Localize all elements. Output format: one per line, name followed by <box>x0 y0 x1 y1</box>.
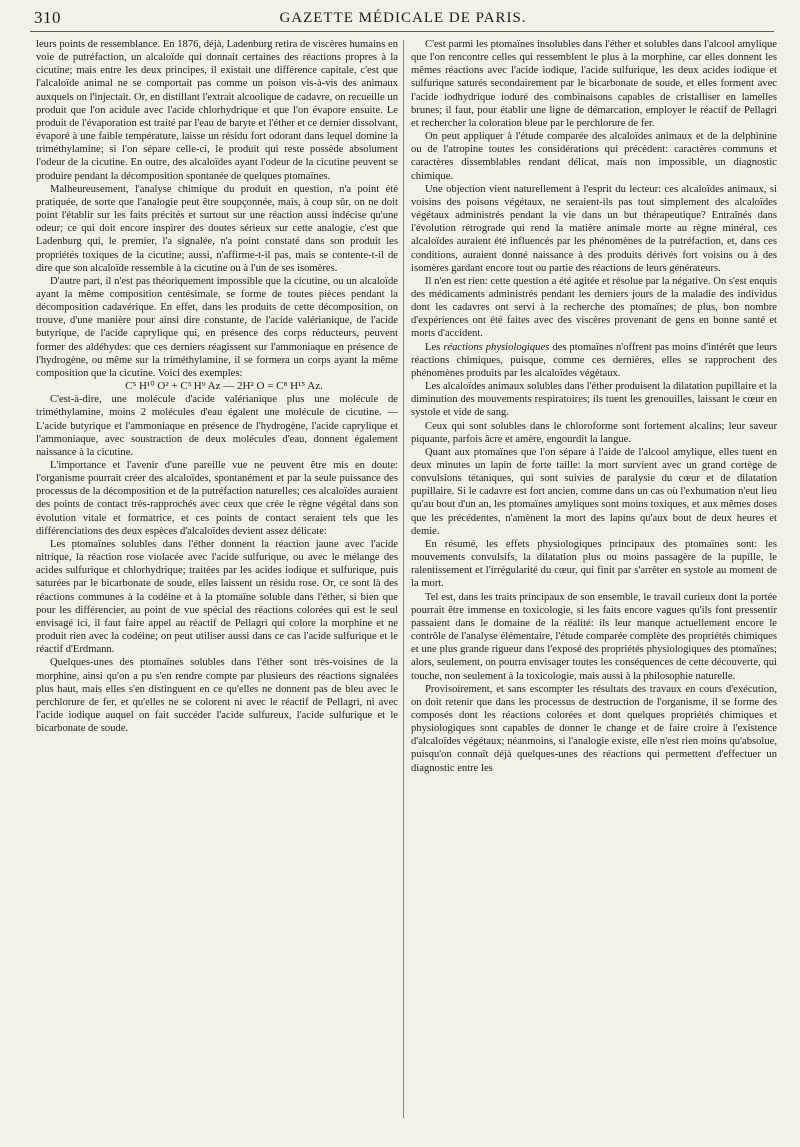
chemical-formula: C⁵ H¹⁰ O² + C³ H⁹ Az — 2H² O = C⁸ H¹⁵ Az. <box>125 380 323 393</box>
paragraph: C'est parmi les ptomaïnes insolubles dans l'éther et solubles dans l'alcool amylique que l'on rencontre celles qui ressemblent le plus à la morphine, car elles donnent les mêmes réactions avec l'acide iodique, l'acide sulfurique, les deux acides iodique et sulfurique saturés secondairement par le bicarbonate de soude, et elles forment avec l'acide iodhydrique ioduré des combinaisons capables de cristalliser en lamelles brunes; il faut, pour établir une ligne de démarcation, employer le réactif de Pellagri et rechercher la coloration bleue par le perchlorure de fer. <box>411 39 777 129</box>
header-rule <box>30 31 774 32</box>
paragraph: L'importance et l'avenir d'une pareille vue ne peuvent être mis en doute: l'organisme pourrait créer des alcaloïdes, spontanément et par la seule puissance des processus de la décomposition et de la putréfaction naturelles; ces alcaloïdes auraient des points de contact très-rapprochés avec ceux que crée le règne végétal dans son évolution vitale et formatrice, et ces points de contact seraient tels que les différenciations des deux espèces d'alcaloïdes devient assez délicate: <box>36 460 398 537</box>
paragraph: Quant aux ptomaïnes que l'on sépare à l'aide de l'alcool amylique, elles tuent en deux minutes un lapin de forte taille: la mort survient avec un grand cortège de convulsions tétaniques, qui sont suivies de paralysie du cœur et de dilatation pupillaire. Si le cadavre est fort ancien, comme dans un cas où l'exhumation n'eut lieu qu'au bout d'un an, les ptomaïnes amyliques sont moins toxiques, et aux mêmes doses que les précédentes, n'amènent la mort des lapins qu'aux bout de deux heures et demie. <box>411 446 777 537</box>
paragraph: D'autre part, il n'est pas théoriquement impossible que la cicutine, ou un alcaloïde ayant la même composition centésimale, se forme de toutes pièces pendant la décomposition cadavérique. En effet, dans les produits de cette décomposition, on trouve, d'une manière pour ainsi dire constante, de l'acide valérianique, de l'acide butyrique, de l'acide caprylique qui, en présence des corps réducteurs, peuvent former des aldéhydes: que ces derniers réagissent sur l'ammoniaque en présence de l'hydrogène, ou même sur la triméthylamine, il se formera un corps ayant la même composition que la cicutine. Voici des exemples: <box>36 275 398 379</box>
paragraph: Tel est, dans les traits principaux de son ensemble, le travail curieux dont la portée pourrait être immense en toxicologie, si les faits encore vagues qu'ils font pressentir passaient dans le domaine de la réalité: ils leur manque actuellement encore le contrôle de l'analyse élémentaire, l'étude comparée complète des propriétés chimiques et une plus grande rigueur dans l'exposé des propriétés physiologiques des ptomaïnes; alors, seulement, on pourra envisager toutes les conséquences de cette découverte, qui touche, non seulement à la toxicologie, mais aussi à la philosophie naturelle. <box>411 591 777 682</box>
paragraph: leurs points de ressemblance. En 1876, déjà, Ladenburg retira de viscères humains en voie de putréfaction, un alcaloïde qui donnait certaines des réactions propres à la cicutine; mais entre les deux principes, il existait une différence capitale, c'est que l'alcaloïde animal ne se comportait pas comme un poison vis-à-vis des animaux auxquels on l'injectait. Or, en distillant l'extrait alcoolique de cadavre, on recueille un produit que l'on acidule avec l'acide chlorhydrique et que l'on évapore ensuite. Le produit de l'évaporation est traité par l'eau de baryte et l'éther et ce dernier dissolvant, évaporé à une faible température, laisse un résidu fort odorant dans lequel domine la triméthylamine; si l'on sépare celle-ci, le produit qui reste possède absolument l'odeur de la cicutine. En outre, des alcaloïdes ayant l'odeur de la cicutine peuvent se produire pendant la décomposition spontanée de quelques ptomaïnes. <box>36 39 398 182</box>
paragraph <box>411 341 777 380</box>
paragraph: Malheureusement, l'analyse chimique du produit en question, n'a point été pratiquée, de sorte que l'analogie peut être soupçonnée, mais, à coup sûr, on ne doit point l'établir sur les faits précités et surtout sur une réaction aussi indécise qu'une odeur; ce qui doit encore inspirer des doutes sérieux sur cette analogie, c'est que Ladenburg qui, le premier, l'a signalée, n'a point constaté dans son produit les propriétés toxiques de la cicutine; aussi, n'affirme-t-il pas, mais se contente-t-il de dire que son alcaloïde ressemble à la cicutine ou à l'un de ses isomères. <box>36 183 398 274</box>
paragraph: On peut appliquer à l'étude comparée des alcaloïdes animaux et de la delphinine ou de l'atropine toutes les considérations qui précèdent: caractères communs et caractères dissemblables rendant délicat, mais non impossible, un diagnostic chimique. <box>411 131 777 182</box>
paragraph: Provisoirement, et sans escompter les résultats des travaux en cours d'exécution, on doit retenir que dans les processus de destruction de l'organisme, il se forme des composés dont les réactions colorées et dont quelques propriétés chimiques et physiologiques sont capables de donner le change et de faire croire à l'existence d'alcaloïdes végétaux; néanmoins, si l'analogie existe, elle n'est rien moins qu'absolue, puisqu'on connaît déjà quelques-unes des réactions qui permettent d'effectuer un diagnostic entre les <box>411 683 777 774</box>
left-column <box>36 38 398 1138</box>
paragraph: Une objection vient naturellement à l'esprit du lecteur: ces alcaloïdes animaux, si voisins des poisons végétaux, ne seraient-ils pas tout simplement des alcaloïdes végétaux administrés pendant la vie dans un but thérapeutique? Entraînés dans l'évolution rétrograde qui rend la matière animale morte au règne minéral, ces alcaloïdes auraient été influencés par les phénomènes de la putréfaction, et, dans ces conditions, auraient donné naissance à des produits dérivés fort voisins ou à des isomères gardant encore tout ou partie des réactions de leurs générateurs. <box>411 183 777 274</box>
italic-term: réactions physiologiques <box>443 341 550 353</box>
column-divider <box>403 40 404 1118</box>
journal-title: GAZETTE MÉDICALE DE PARIS. <box>279 10 527 26</box>
right-column <box>411 38 777 1138</box>
paragraph: Les alcaloïdes animaux solubles dans l'éther produisent la dilatation pupillaire et la diminution des mouvements respiratoires; ils tuent les grenouilles, laissant le cœur en systole et vide de sang. <box>411 381 777 419</box>
paragraph: C'est-à-dire, une molécule d'acide valérianique plus une molécule de triméthylamine, moins 2 molécules d'eau égalent une molécule de cicutine. — L'acide butyrique et l'ammoniaque en présence de l'hydrogène, l'acide caprylique et l'ammoniaque, avec soustraction de deux molécules d'eau, donnent également naissance à la cicutine. <box>36 394 398 458</box>
paragraph: Les ptomaïnes solubles dans l'éther donnent la réaction jaune avec l'acide nitrique, la réaction rose violacée avec l'acide sulfurique, ou avec le mélange des acides sulfurique et chlorhydrique; traitées par les acides iodique et sulfurique, puis saturées par le bicarbonate de soude, elles laissent un résidu rose. Or, ce sont là des réactions communes à la codéine et à la ptomaïne soluble dans l'éther, si bien que pour les différencier, au point de vue spécial des réactions colorées qui est le seul envisagé ici, il faut faire appel au réactif de Pellagri qui colore la morphine et ne produit rien avec la codéine; on peut utiliser aussi dans ce cas l'acide sulfurique et le réactif d'Erdmann. <box>36 538 398 656</box>
paragraph-text: Les <box>425 341 444 353</box>
page-header <box>30 4 776 30</box>
paragraph: Il n'en est rien: cette question a été agitée et résolue par la négative. On s'est enquis des médicaments administrés pendant les derniers jours de la maladie des individus dont les cadavres ont servi à la recherche des ptomaïnes; de plus, bon nombre d'expériences ont été faites avec des viscères provenant de gens en bonne santé et morts d'accident. <box>411 275 777 340</box>
page-number: 310 <box>34 8 61 27</box>
paragraph: Quelques-unes des ptomaïnes solubles dans l'éther sont très-voisines de la morphine, ainsi qu'on a pu s'en rendre compte par plusieurs des réactions signalées plus haut, mais elles s'en distinguent en ce qu'elles ne donnent pas de bleu avec le perchlorure de fer, et qu'elles ne se colorent ni avec le réactif de Pellagri, ni avec l'acide iodique auquel on fait succéder l'acide sulfureux, l'acide sulfurique et le bicarbonate de soude. <box>36 657 398 735</box>
paragraph-text: des ptomaïnes n'offrent pas moins d'intérêt que leurs réactions chimiques, puisque, comme ces dernières, elles se rapprochent des phénomènes produits par les alcaloïdes végétaux. <box>411 341 777 379</box>
paragraph: En résumé, les effets physiologiques principaux des ptomaïnes sont: les mouvements convulsifs, la dilatation plus ou moins passagère de la pupille, le ralentissement et l'irrégularité du cœur, qui finit par s'arrêter en systole au moment de la mort. <box>411 538 777 590</box>
paragraph: Ceux qui sont solubles dans le chloroforme sont fortement alcalins; leur saveur piquante, parfois âcre et amère, engourdit la langue. <box>411 420 777 445</box>
